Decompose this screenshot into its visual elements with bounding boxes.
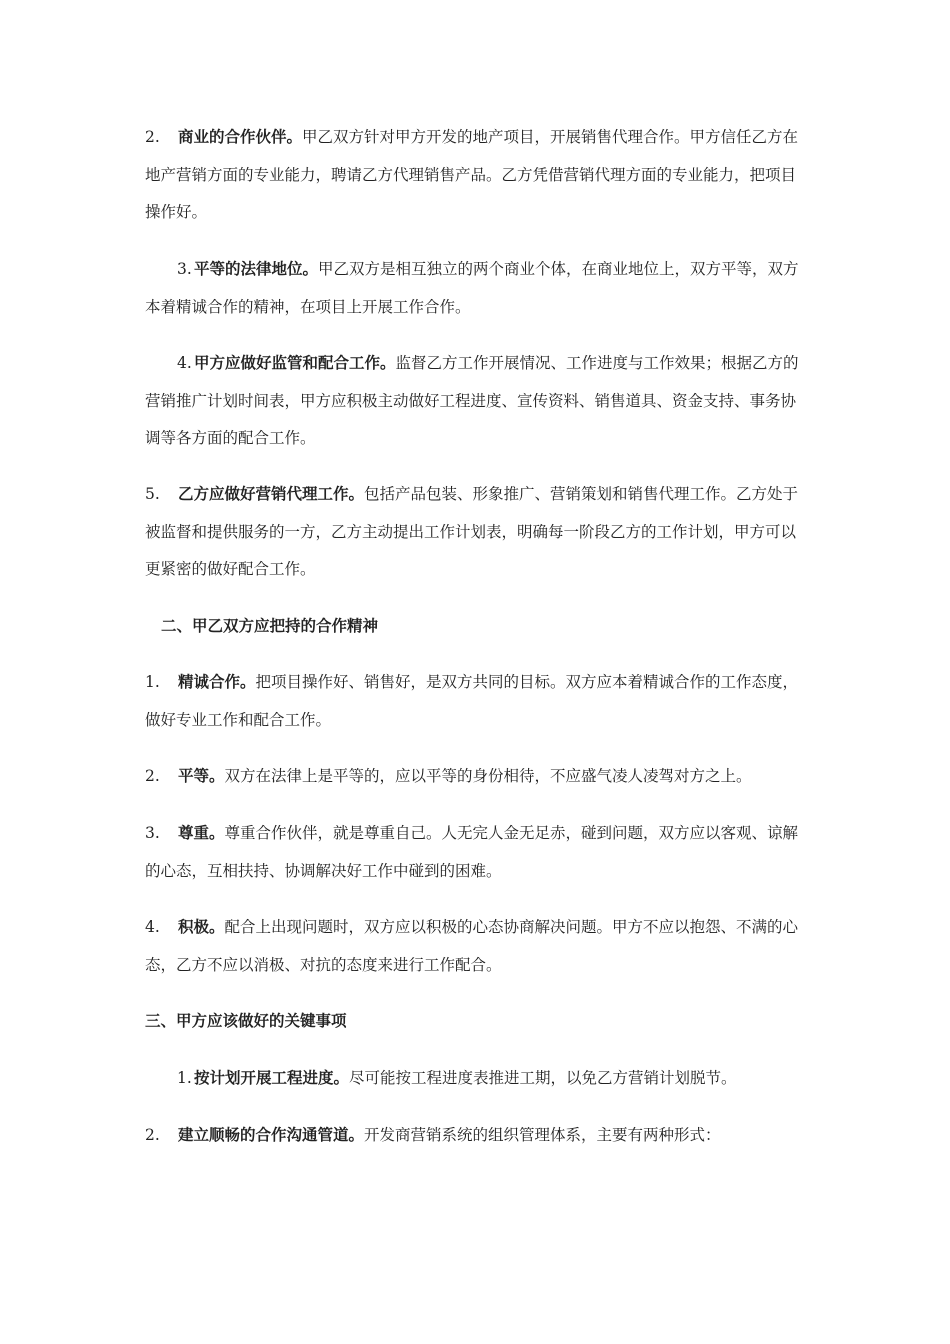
paragraph-item-2 — [145, 119, 810, 232]
item-title: 尊重。 — [178, 824, 225, 842]
item-title: 商业的合作伙伴。 — [178, 128, 303, 146]
item-number: 2. — [145, 128, 160, 146]
item-number: 3. — [145, 824, 160, 842]
item-number: 1. — [177, 1069, 192, 1087]
paragraph-spirit-1 — [145, 664, 810, 739]
item-number: 5. — [145, 485, 160, 503]
paragraph-spirit-2 — [145, 758, 810, 796]
item-body: 监督乙方工作开展情况、工作进度与工作效果；根据乙方的营销推广计划时间表，甲方应积极主动做好工程进度、宣传资料、销售道具、资金支持、事务协调等各方面的配合工作。 — [145, 354, 799, 447]
item-body: 甲乙双方针对甲方开发的地产项目，开展销售代理合作。甲方信任乙方在地产营销方面的专业能力，聘请乙方代理销售产品。乙方凭借营销代理方面的专业能力，把项目操作好。 — [145, 128, 799, 221]
paragraph-key-1 — [145, 1060, 810, 1098]
item-title: 积极。 — [178, 918, 225, 936]
item-title: 乙方应做好营销代理工作。 — [178, 485, 365, 503]
item-title: 建立顺畅的合作沟通管道。 — [178, 1126, 365, 1144]
item-number: 3. — [177, 260, 192, 278]
paragraph-item-4 — [145, 345, 810, 458]
item-number: 1. — [145, 673, 160, 691]
section-heading-3: 三、甲方应该做好的关键事项 — [145, 1012, 347, 1030]
item-body: 把项目操作好、销售好，是双方共同的目标。双方应本着精诚合作的工作态度，做好专业工作和配合工作。 — [145, 673, 799, 729]
item-body: 尊重合作伙伴，就是尊重自己。人无完人金无足赤，碰到问题，双方应以客观、谅解的心态，互相扶持、协调解决好工作中碰到的困难。 — [145, 824, 799, 880]
paragraph-spirit-3 — [145, 815, 810, 890]
item-number: 2. — [145, 767, 160, 785]
section-heading-2: 二、甲乙双方应把持的合作精神 — [161, 617, 379, 635]
item-body: 双方在法律上是平等的，应以平等的身份相待，不应盛气凌人凌驾对方之上。 — [224, 767, 752, 785]
item-title: 按计划开展工程进度。 — [194, 1069, 350, 1087]
item-title: 精诚合作。 — [178, 673, 256, 691]
item-body: 尽可能按工程进度表推进工期，以免乙方营销计划脱节。 — [349, 1069, 737, 1087]
item-body: 包括产品包装、形象推广、营销策划和销售代理工作。乙方处于被监督和提供服务的一方，乙方主动提出工作计划表，明确每一阶段乙方的工作计划，甲方可以更紧密的做好配合工作。 — [145, 485, 799, 578]
item-title: 平等的法律地位。 — [194, 260, 319, 278]
item-title: 甲方应做好监管和配合工作。 — [194, 354, 396, 372]
item-body: 开发商营销系统的组织管理体系，主要有两种形式： — [364, 1126, 721, 1144]
paragraph-key-2 — [145, 1117, 810, 1155]
item-number: 2. — [145, 1126, 160, 1144]
paragraph-item-5 — [145, 476, 810, 589]
item-title: 平等。 — [178, 767, 225, 785]
item-body: 配合上出现问题时，双方应以积极的心态协商解决问题。甲方不应以抱怨、不满的心态，乙方不应以消极、对抗的态度来进行工作配合。 — [145, 918, 799, 974]
item-number: 4. — [145, 918, 160, 936]
item-body: 甲乙双方是相互独立的两个商业个体，在商业地位上，双方平等，双方本着精诚合作的精神，在项目上开展工作合作。 — [145, 260, 799, 316]
paragraph-spirit-4 — [145, 909, 810, 984]
item-number: 4. — [177, 354, 192, 372]
paragraph-item-3 — [145, 251, 810, 326]
